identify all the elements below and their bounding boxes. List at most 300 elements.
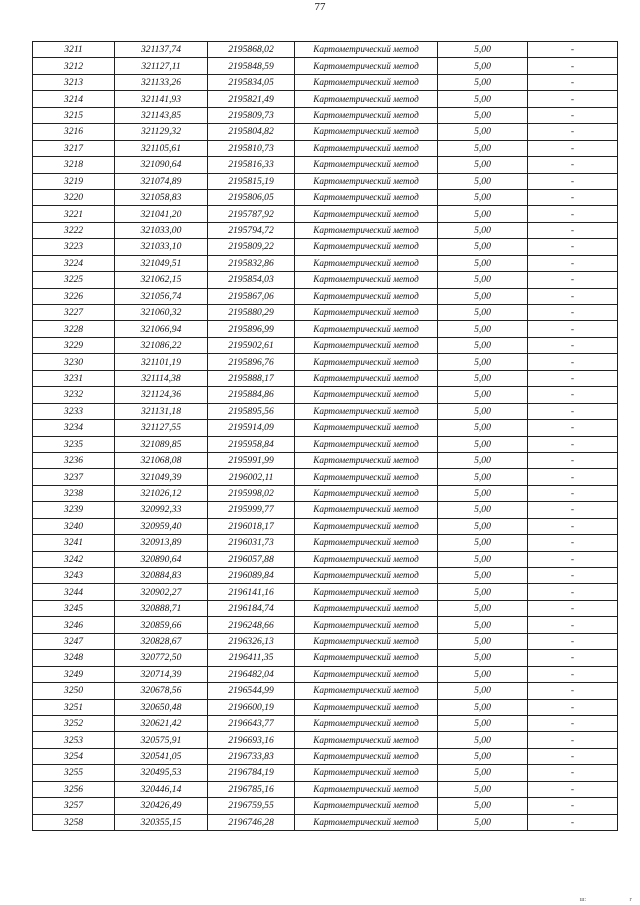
table-row [33, 74, 618, 90]
description-cell: - [528, 617, 618, 633]
table-row [33, 321, 618, 337]
x-coordinate-cell: 321049,51 [115, 255, 208, 271]
x-coordinate-cell: 321089,85 [115, 436, 208, 452]
description-cell: - [528, 124, 618, 140]
y-coordinate-cell: 2196600,19 [208, 699, 295, 715]
description-cell: - [528, 255, 618, 271]
precision-cell: 5,00 [438, 715, 528, 731]
method-cell: Картометрический метод [295, 683, 438, 699]
table-row [33, 354, 618, 370]
y-coordinate-cell: 2195806,05 [208, 189, 295, 205]
point-number-cell: 3222 [33, 222, 115, 238]
precision-cell: 5,00 [438, 452, 528, 468]
table-row [33, 173, 618, 189]
x-coordinate-cell: 321133,26 [115, 74, 208, 90]
y-coordinate-cell: 2196031,73 [208, 535, 295, 551]
x-coordinate-cell: 321137,74 [115, 42, 208, 58]
precision-cell: 5,00 [438, 798, 528, 814]
point-number-cell: 3235 [33, 436, 115, 452]
precision-cell: 5,00 [438, 58, 528, 74]
point-number-cell: 3258 [33, 814, 115, 830]
description-cell: - [528, 600, 618, 616]
description-cell: - [528, 42, 618, 58]
description-cell: - [528, 633, 618, 649]
point-number-cell: 3219 [33, 173, 115, 189]
point-number-cell: 3237 [33, 469, 115, 485]
point-number-cell: 3236 [33, 452, 115, 468]
table-row [33, 239, 618, 255]
y-coordinate-cell: 2195896,76 [208, 354, 295, 370]
table-row [33, 683, 618, 699]
method-cell: Картометрический метод [295, 321, 438, 337]
description-cell: - [528, 551, 618, 567]
description-cell: - [528, 239, 618, 255]
point-number-cell: 3213 [33, 74, 115, 90]
point-number-cell: 3256 [33, 781, 115, 797]
method-cell: Картометрический метод [295, 140, 438, 156]
x-coordinate-cell: 321058,83 [115, 189, 208, 205]
x-coordinate-cell: 321068,08 [115, 452, 208, 468]
method-cell: Картометрический метод [295, 124, 438, 140]
precision-cell: 5,00 [438, 502, 528, 518]
method-cell: Картометрический метод [295, 617, 438, 633]
description-cell: - [528, 354, 618, 370]
x-coordinate-cell: 320426,49 [115, 798, 208, 814]
x-coordinate-cell: 321127,11 [115, 58, 208, 74]
x-coordinate-cell: 321114,38 [115, 370, 208, 386]
table-row [33, 798, 618, 814]
table-row [33, 633, 618, 649]
method-cell: Картометрический метод [295, 798, 438, 814]
method-cell: Картометрический метод [295, 58, 438, 74]
y-coordinate-cell: 2195991,99 [208, 452, 295, 468]
method-cell: Картометрический метод [295, 518, 438, 534]
table-row [33, 568, 618, 584]
y-coordinate-cell: 2195832,86 [208, 255, 295, 271]
precision-cell: 5,00 [438, 518, 528, 534]
y-coordinate-cell: 2196693,16 [208, 732, 295, 748]
x-coordinate-cell: 321060,32 [115, 305, 208, 321]
method-cell: Картометрический метод [295, 107, 438, 123]
table-row [33, 469, 618, 485]
method-cell: Картометрический метод [295, 814, 438, 830]
method-cell: Картометрический метод [295, 42, 438, 58]
method-cell: Картометрический метод [295, 272, 438, 288]
precision-cell: 5,00 [438, 584, 528, 600]
y-coordinate-cell: 2196544,99 [208, 683, 295, 699]
x-coordinate-cell: 321062,15 [115, 272, 208, 288]
y-coordinate-cell: 2195902,61 [208, 337, 295, 353]
description-cell: - [528, 272, 618, 288]
precision-cell: 5,00 [438, 107, 528, 123]
table-row [33, 715, 618, 731]
method-cell: Картометрический метод [295, 387, 438, 403]
point-number-cell: 3214 [33, 91, 115, 107]
x-coordinate-cell: 321124,36 [115, 387, 208, 403]
table-row [33, 272, 618, 288]
point-number-cell: 3211 [33, 42, 115, 58]
description-cell: - [528, 748, 618, 764]
description-cell: - [528, 452, 618, 468]
description-cell: - [528, 107, 618, 123]
y-coordinate-cell: 2195810,73 [208, 140, 295, 156]
x-coordinate-cell: 320992,33 [115, 502, 208, 518]
point-number-cell: 3232 [33, 387, 115, 403]
method-cell: Картометрический метод [295, 715, 438, 731]
y-coordinate-cell: 2195821,49 [208, 91, 295, 107]
precision-cell: 5,00 [438, 683, 528, 699]
y-coordinate-cell: 2195809,73 [208, 107, 295, 123]
description-cell: - [528, 403, 618, 419]
description-cell: - [528, 518, 618, 534]
y-coordinate-cell: 2196759,55 [208, 798, 295, 814]
table-row [33, 452, 618, 468]
point-number-cell: 3257 [33, 798, 115, 814]
point-number-cell: 3248 [33, 650, 115, 666]
y-coordinate-cell: 2195815,19 [208, 173, 295, 189]
table-row [33, 91, 618, 107]
table-row [33, 288, 618, 304]
point-number-cell: 3246 [33, 617, 115, 633]
y-coordinate-cell: 2196326,13 [208, 633, 295, 649]
coordinates-table-body [33, 42, 618, 831]
y-coordinate-cell: 2196018,17 [208, 518, 295, 534]
precision-cell: 5,00 [438, 469, 528, 485]
method-cell: Картометрический метод [295, 502, 438, 518]
table-row [33, 387, 618, 403]
precision-cell: 5,00 [438, 748, 528, 764]
method-cell: Картометрический метод [295, 305, 438, 321]
point-number-cell: 3212 [33, 58, 115, 74]
y-coordinate-cell: 2195868,02 [208, 42, 295, 58]
description-cell: - [528, 58, 618, 74]
description-cell: - [528, 732, 618, 748]
point-number-cell: 3241 [33, 535, 115, 551]
description-cell: - [528, 765, 618, 781]
description-cell: - [528, 781, 618, 797]
table-row [33, 370, 618, 386]
table-row [33, 699, 618, 715]
point-number-cell: 3247 [33, 633, 115, 649]
y-coordinate-cell: 2196248,66 [208, 617, 295, 633]
x-coordinate-cell: 320913,89 [115, 535, 208, 551]
x-coordinate-cell: 320678,56 [115, 683, 208, 699]
x-coordinate-cell: 320446,14 [115, 781, 208, 797]
point-number-cell: 3250 [33, 683, 115, 699]
point-number-cell: 3218 [33, 157, 115, 173]
table-row [33, 584, 618, 600]
y-coordinate-cell: 2196746,28 [208, 814, 295, 830]
point-number-cell: 3243 [33, 568, 115, 584]
x-coordinate-cell: 320621,42 [115, 715, 208, 731]
table-row [33, 551, 618, 567]
x-coordinate-cell: 320888,71 [115, 600, 208, 616]
point-number-cell: 3228 [33, 321, 115, 337]
x-coordinate-cell: 320541,05 [115, 748, 208, 764]
method-cell: Картометрический метод [295, 354, 438, 370]
description-cell: - [528, 798, 618, 814]
description-cell: - [528, 222, 618, 238]
point-number-cell: 3231 [33, 370, 115, 386]
x-coordinate-cell: 320859,66 [115, 617, 208, 633]
point-number-cell: 3251 [33, 699, 115, 715]
method-cell: Картометрический метод [295, 337, 438, 353]
precision-cell: 5,00 [438, 74, 528, 90]
table-row [33, 189, 618, 205]
y-coordinate-cell: 2196141,16 [208, 584, 295, 600]
description-cell: - [528, 650, 618, 666]
precision-cell: 5,00 [438, 650, 528, 666]
y-coordinate-cell: 2195809,22 [208, 239, 295, 255]
precision-cell: 5,00 [438, 370, 528, 386]
page-number: 77 [314, 1, 326, 13]
y-coordinate-cell: 2195880,29 [208, 305, 295, 321]
table-row [33, 403, 618, 419]
x-coordinate-cell: 321090,64 [115, 157, 208, 173]
table-row [33, 222, 618, 238]
x-coordinate-cell: 320495,53 [115, 765, 208, 781]
method-cell: Картометрический метод [295, 485, 438, 501]
y-coordinate-cell: 2196057,88 [208, 551, 295, 567]
precision-cell: 5,00 [438, 272, 528, 288]
precision-cell: 5,00 [438, 91, 528, 107]
precision-cell: 5,00 [438, 814, 528, 830]
description-cell: - [528, 206, 618, 222]
x-coordinate-cell: 321074,89 [115, 173, 208, 189]
point-number-cell: 3234 [33, 420, 115, 436]
method-cell: Картометрический метод [295, 255, 438, 271]
y-coordinate-cell: 2195998,02 [208, 485, 295, 501]
x-coordinate-cell: 321049,39 [115, 469, 208, 485]
precision-cell: 5,00 [438, 173, 528, 189]
description-cell: - [528, 173, 618, 189]
table-row [33, 732, 618, 748]
y-coordinate-cell: 2195888,17 [208, 370, 295, 386]
table-row [33, 58, 618, 74]
precision-cell: 5,00 [438, 568, 528, 584]
description-cell: - [528, 74, 618, 90]
precision-cell: 5,00 [438, 305, 528, 321]
table-row [33, 305, 618, 321]
precision-cell: 5,00 [438, 617, 528, 633]
method-cell: Картометрический метод [295, 288, 438, 304]
description-cell: - [528, 715, 618, 731]
precision-cell: 5,00 [438, 436, 528, 452]
point-number-cell: 3226 [33, 288, 115, 304]
description-cell: - [528, 699, 618, 715]
x-coordinate-cell: 321105,61 [115, 140, 208, 156]
description-cell: - [528, 814, 618, 830]
table-row [33, 157, 618, 173]
table-row [33, 600, 618, 616]
table-row [33, 420, 618, 436]
table-row [33, 485, 618, 501]
description-cell: - [528, 337, 618, 353]
table-row [33, 124, 618, 140]
x-coordinate-cell: 321041,20 [115, 206, 208, 222]
description-cell: - [528, 568, 618, 584]
point-number-cell: 3240 [33, 518, 115, 534]
precision-cell: 5,00 [438, 387, 528, 403]
method-cell: Картометрический метод [295, 206, 438, 222]
precision-cell: 5,00 [438, 781, 528, 797]
y-coordinate-cell: 2196784,19 [208, 765, 295, 781]
method-cell: Картометрический метод [295, 222, 438, 238]
table-row [33, 436, 618, 452]
y-coordinate-cell: 2196785,16 [208, 781, 295, 797]
y-coordinate-cell: 2195896,99 [208, 321, 295, 337]
description-cell: - [528, 305, 618, 321]
method-cell: Картометрический метод [295, 535, 438, 551]
y-coordinate-cell: 2195848,59 [208, 58, 295, 74]
description-cell: - [528, 666, 618, 682]
coordinates-table [32, 41, 618, 831]
x-coordinate-cell: 320714,39 [115, 666, 208, 682]
y-coordinate-cell: 2195854,03 [208, 272, 295, 288]
point-number-cell: 3252 [33, 715, 115, 731]
point-number-cell: 3245 [33, 600, 115, 616]
y-coordinate-cell: 2195804,82 [208, 124, 295, 140]
method-cell: Картометрический метод [295, 91, 438, 107]
precision-cell: 5,00 [438, 222, 528, 238]
table-row [33, 781, 618, 797]
precision-cell: 5,00 [438, 765, 528, 781]
table-row [33, 255, 618, 271]
y-coordinate-cell: 2196002,11 [208, 469, 295, 485]
method-cell: Картометрический метод [295, 568, 438, 584]
x-coordinate-cell: 321066,94 [115, 321, 208, 337]
point-number-cell: 3253 [33, 732, 115, 748]
point-number-cell: 3224 [33, 255, 115, 271]
y-coordinate-cell: 2196733,83 [208, 748, 295, 764]
x-coordinate-cell: 320650,48 [115, 699, 208, 715]
x-coordinate-cell: 320959,40 [115, 518, 208, 534]
description-cell: - [528, 502, 618, 518]
y-coordinate-cell: 2196184,74 [208, 600, 295, 616]
point-number-cell: 3249 [33, 666, 115, 682]
precision-cell: 5,00 [438, 42, 528, 58]
x-coordinate-cell: 320828,67 [115, 633, 208, 649]
x-coordinate-cell: 321033,00 [115, 222, 208, 238]
precision-cell: 5,00 [438, 337, 528, 353]
method-cell: Картометрический метод [295, 650, 438, 666]
point-number-cell: 3223 [33, 239, 115, 255]
method-cell: Картометрический метод [295, 74, 438, 90]
y-coordinate-cell: 2195787,92 [208, 206, 295, 222]
table-row [33, 107, 618, 123]
x-coordinate-cell: 320772,50 [115, 650, 208, 666]
precision-cell: 5,00 [438, 124, 528, 140]
point-number-cell: 3233 [33, 403, 115, 419]
description-cell: - [528, 387, 618, 403]
method-cell: Картометрический метод [295, 765, 438, 781]
precision-cell: 5,00 [438, 420, 528, 436]
description-cell: - [528, 535, 618, 551]
y-coordinate-cell: 2196643,77 [208, 715, 295, 731]
x-coordinate-cell: 321143,85 [115, 107, 208, 123]
precision-cell: 5,00 [438, 600, 528, 616]
point-number-cell: 3230 [33, 354, 115, 370]
y-coordinate-cell: 2195816,33 [208, 157, 295, 173]
precision-cell: 5,00 [438, 206, 528, 222]
precision-cell: 5,00 [438, 189, 528, 205]
point-number-cell: 3229 [33, 337, 115, 353]
method-cell: Картометрический метод [295, 633, 438, 649]
precision-cell: 5,00 [438, 666, 528, 682]
x-coordinate-cell: 321086,22 [115, 337, 208, 353]
y-coordinate-cell: 2195958,84 [208, 436, 295, 452]
method-cell: Картометрический метод [295, 551, 438, 567]
method-cell: Картометрический метод [295, 732, 438, 748]
method-cell: Картометрический метод [295, 189, 438, 205]
precision-cell: 5,00 [438, 354, 528, 370]
description-cell: - [528, 683, 618, 699]
y-coordinate-cell: 2196411,35 [208, 650, 295, 666]
x-coordinate-cell: 321141,93 [115, 91, 208, 107]
table-row [33, 650, 618, 666]
point-number-cell: 3221 [33, 206, 115, 222]
table-row [33, 337, 618, 353]
x-coordinate-cell: 321129,32 [115, 124, 208, 140]
table-row [33, 617, 618, 633]
method-cell: Картометрический метод [295, 748, 438, 764]
method-cell: Картометрический метод [295, 239, 438, 255]
method-cell: Картометрический метод [295, 157, 438, 173]
method-cell: Картометрический метод [295, 403, 438, 419]
point-number-cell: 3225 [33, 272, 115, 288]
y-coordinate-cell: 2195884,86 [208, 387, 295, 403]
precision-cell: 5,00 [438, 140, 528, 156]
description-cell: - [528, 584, 618, 600]
precision-cell: 5,00 [438, 157, 528, 173]
description-cell: - [528, 485, 618, 501]
method-cell: Картометрический метод [295, 420, 438, 436]
y-coordinate-cell: 2195867,06 [208, 288, 295, 304]
point-number-cell: 3217 [33, 140, 115, 156]
point-number-cell: 3244 [33, 584, 115, 600]
table-row [33, 42, 618, 58]
table-row [33, 206, 618, 222]
x-coordinate-cell: 320902,27 [115, 584, 208, 600]
precision-cell: 5,00 [438, 485, 528, 501]
table-row [33, 518, 618, 534]
x-coordinate-cell: 321127,55 [115, 420, 208, 436]
description-cell: - [528, 288, 618, 304]
point-number-cell: 3255 [33, 765, 115, 781]
precision-cell: 5,00 [438, 321, 528, 337]
y-coordinate-cell: 2195895,56 [208, 403, 295, 419]
x-coordinate-cell: 320884,83 [115, 568, 208, 584]
table-row [33, 748, 618, 764]
point-number-cell: 3220 [33, 189, 115, 205]
precision-cell: 5,00 [438, 633, 528, 649]
method-cell: Картометрический метод [295, 436, 438, 452]
method-cell: Картометрический метод [295, 699, 438, 715]
table-row [33, 765, 618, 781]
method-cell: Картометрический метод [295, 781, 438, 797]
description-cell: - [528, 420, 618, 436]
footer-mark-left: ш: [579, 897, 586, 903]
description-cell: - [528, 321, 618, 337]
x-coordinate-cell: 321101,19 [115, 354, 208, 370]
point-number-cell: 3215 [33, 107, 115, 123]
method-cell: Картометрический метод [295, 584, 438, 600]
precision-cell: 5,00 [438, 535, 528, 551]
method-cell: Картометрический метод [295, 666, 438, 682]
y-coordinate-cell: 2195834,05 [208, 74, 295, 90]
description-cell: - [528, 436, 618, 452]
point-number-cell: 3242 [33, 551, 115, 567]
